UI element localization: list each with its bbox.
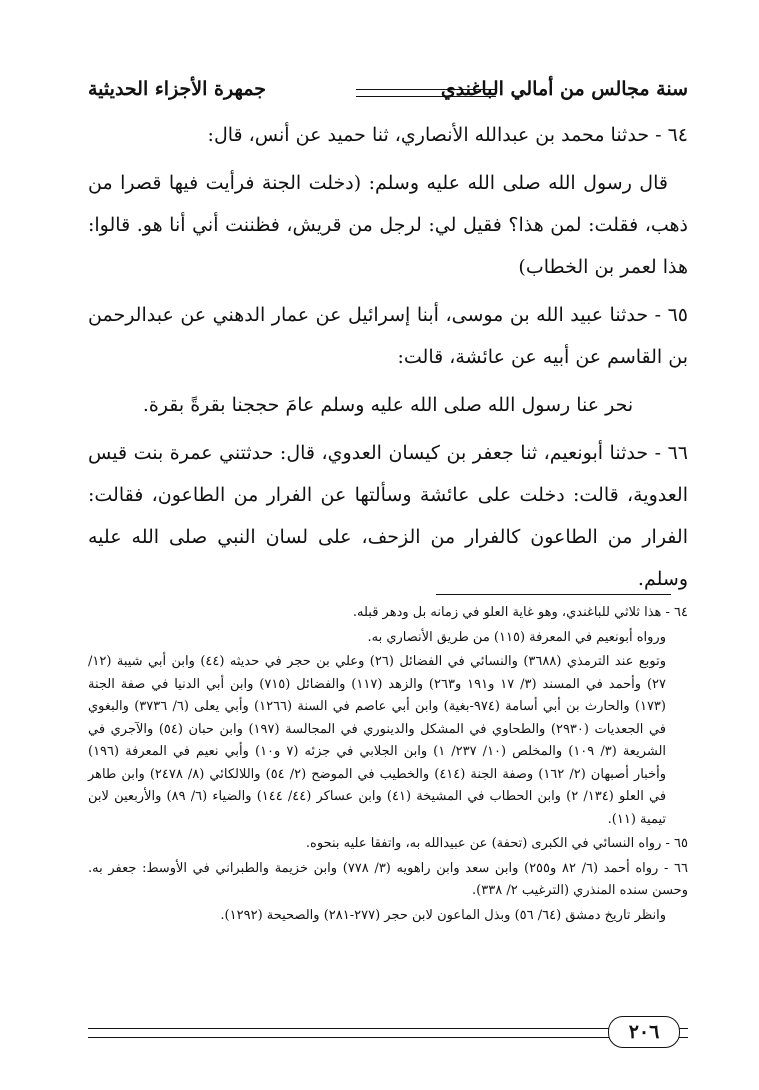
hadith-64-isnad: ٦٤ - حدثنا محمد بن عبدالله الأنصاري، ثنا حميد عن أنس، قال: (207, 124, 688, 146)
page-footer (88, 1014, 688, 1054)
page-number: ٢٠٦ (608, 1016, 680, 1048)
footnote-66: ٦٦ - رواه أحمد (٦/ ٨٢ و٢٥٥) وابن سعد وابن راهويه (٣/ ٧٧٨) وابن خزيمة والطبراني في الأوسط: جعفر به. وحسن سنده المنذري (الترغيب ٢/ ٣٣٨). (88, 860, 688, 898)
running-header (88, 78, 688, 108)
footer-double-rule (88, 1028, 688, 1038)
hadith-65-isnad: ٦٥ - حدثنا عبيد الله بن موسى، أبنا إسرائيل عن عمار الدهني عن عبدالرحمن بن القاسم عن أبيه عن عائشة، قالت: (88, 304, 688, 368)
footnotes (88, 602, 688, 929)
footnote-separator (436, 594, 671, 595)
footnote-64-takhrij: وتوبع عند الترمذي (٣٦٨٨) والنسائي في الفضائل (٢٦) وعلي بن حجر في حديثه (٤٤) وابن أبي شيبة (١٢/ ٢٧) وأحمد في المسند (٣/ ١٧ و١٩١ و٢٦٣) والزهد (١١٧) والفضائل (٧١٥) وابن أبي الدنيا في صفة الجنة (١٧٣) والحارث بن أبي أسامة (٩٧٤-بغية) وابن أبي عاصم في السنة (١٢٦٦) وأبي يعلى (٦/ ٣٧٣٦) والبغوي في الجعديات (٢٩٣٠) والطحاوي في المشكل والدينوري في المجالسة (١٩٧) وابن حبان (٥٤) والآجري في الشريعة (٣/ ١٠٩) والمخلص (١٠/ ٢٣٧/ ١) وابن الجلابي في جزئه (٧ و١٠) وأبي نعيم في المعرفة (١٩٦) وأخبار أصبهان (٢/ ١٦٢) وصفة الجنة (٤١٤) والخطيب في الموضح (٢/ ٥٤) واللالكائي (٨/ ٢٤٧٨) وابن طاهر في العلو (١٣٤/ ٢) وابن الحطاب في المشيخة (٤١) وابن عساكر (٤٤/ ١٤٤) والضياء (٦/ ٨٩) والأربعين لابن تيمية (١١). (88, 654, 667, 827)
book-title: سنة مجالس من أمالي الباغندي (440, 78, 688, 100)
hadith-64-matn: قال رسول الله صلى الله عليه وسلم: (دخلت الجنة فرأيت فيها قصرا من ذهب، فقلت: لمن هذا؟ فقيل لي: لرجل من قريش، فظننت أني أنا هو. قالوا: هذا لعمر بن الخطاب) (88, 172, 688, 278)
footnote-66-see-also: وانظر تاريخ دمشق (٦٤/ ٥٦) وبذل الماعون لابن حجر (٢٧٧-٢٨١) والصحيحة (١٢٩٢). (220, 907, 666, 923)
footnote-65: ٦٥ - رواه النسائي في الكبرى (تحفة) عن عبيدالله به، واتفقا عليه بنحوه. (305, 836, 688, 851)
series-title: جمهرة الأجزاء الحديثية (88, 78, 266, 100)
hadith-66: ٦٦ - حدثنا أبونعيم، ثنا جعفر بن كيسان العدوي، قال: حدثتني عمرة بنت قيس العدوية، قالت: دخلت على عائشة وسألتها عن الفرار من الطاعون، فقالت: الفرار من الطاعون كالفرار من الزحف، على لسان النبي صلى الله عليه وسلم. (88, 442, 688, 590)
footnote-64-source: ورواه أبونعيم في المعرفة (١١٥) من طريق الأنصاري به. (367, 629, 666, 645)
header-double-rule (356, 89, 496, 97)
hadith-65-matn: نحر عنا رسول الله صلى الله عليه وسلم عامَ حججنا بقرةً بقرة. (142, 394, 634, 416)
main-text (88, 114, 688, 600)
footnote-64: ٦٤ - هذا ثلاثي للباغندي، وهو غاية العلو في زمانه بل ودهر قبله. (352, 605, 688, 620)
